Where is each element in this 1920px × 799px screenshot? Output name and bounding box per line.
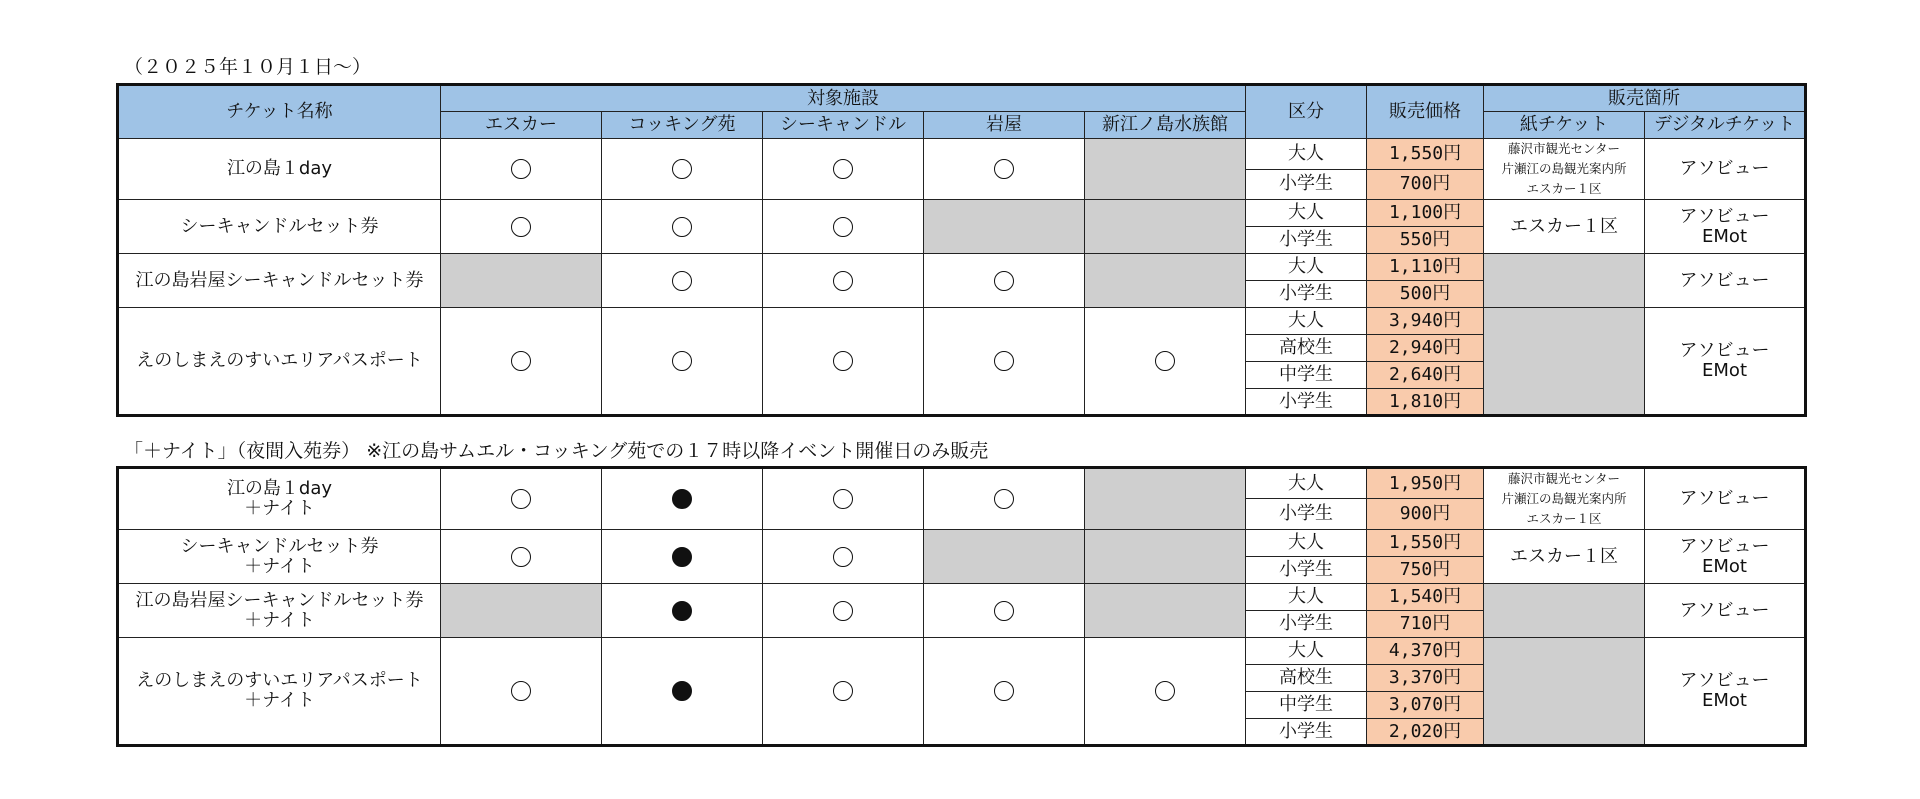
ticket-name-line: えのしまえのすいエリアパスポート [136, 350, 423, 371]
open-circle-icon [511, 489, 531, 509]
category-cell: 大人 [1246, 468, 1367, 499]
category-cell: 中学生 [1246, 692, 1367, 719]
header-ticket-name: チケット名称 [118, 85, 441, 139]
open-circle-icon [833, 681, 853, 701]
price-cell: 3,370円 [1367, 665, 1484, 692]
open-circle-icon [833, 351, 853, 371]
sales-digital-cell [1645, 139, 1806, 200]
facility-included [441, 530, 602, 584]
category-cell: 高校生 [1246, 665, 1367, 692]
price-cell: 1,110円 [1367, 254, 1484, 281]
ticket-name [118, 200, 441, 254]
ticket-name-line: ＋ナイト [244, 690, 315, 711]
header-facility: 新江ノ島水族館 [1085, 112, 1246, 139]
ticket-name [118, 139, 441, 200]
price-cell: 4,370円 [1367, 638, 1484, 665]
ticket-name-line: ＋ナイト [244, 498, 315, 519]
price-cell: 3,070円 [1367, 692, 1484, 719]
facility-included [441, 200, 602, 254]
open-circle-icon [1155, 351, 1175, 371]
caption-night-ticket: 「＋ナイト」（夜間入苑券） ※江の島サムエル・コッキング苑での１７時以降イベント開催日のみ販売 [124, 440, 989, 462]
category-cell: 小学生 [1246, 557, 1367, 584]
ticket-name-line: 江の島岩屋シーキャンドルセット券 [135, 589, 424, 611]
table-row [118, 254, 1806, 281]
ticket-name-line: 江の島１day [226, 158, 333, 179]
facility-included [763, 638, 924, 746]
sales-digital-line: アソビュー [1679, 340, 1770, 361]
ticket-name-line: シーキャンドルセット券 [180, 535, 379, 557]
open-circle-icon [994, 351, 1014, 371]
ticket-name [118, 254, 441, 308]
ticket-name-line: ＋ナイト [244, 609, 315, 631]
facility-included [441, 638, 602, 746]
facility-included [924, 638, 1085, 746]
open-circle-icon [833, 489, 853, 509]
header-facility: エスカー [441, 112, 602, 139]
regular-ticket-table [116, 83, 1807, 417]
facility-included [602, 638, 763, 746]
facility-not-included [1085, 468, 1246, 530]
sales-paper-cell [1484, 200, 1645, 254]
open-circle-icon [1155, 681, 1175, 701]
sales-digital-line: アソビュー [1679, 535, 1770, 557]
facility-not-included [924, 530, 1085, 584]
category-cell: 小学生 [1246, 169, 1367, 200]
sales-paper-cell [1484, 308, 1645, 416]
price-cell: 710円 [1367, 611, 1484, 638]
sales-digital-line: アソビュー [1679, 599, 1770, 621]
sales-digital-cell [1645, 200, 1806, 254]
open-circle-icon [833, 601, 853, 621]
category-cell: 中学生 [1246, 362, 1367, 389]
price-cell: 550円 [1367, 227, 1484, 254]
category-cell: 小学生 [1246, 611, 1367, 638]
ticket-name [118, 530, 441, 584]
header-facility: 岩屋 [924, 112, 1085, 139]
facility-not-included [924, 200, 1085, 254]
category-cell: 大人 [1246, 254, 1367, 281]
open-circle-icon [833, 271, 853, 291]
sales-paper-line: エスカー１区 [1510, 215, 1619, 237]
sales-digital-line: EMot [1702, 555, 1747, 577]
facility-included [763, 468, 924, 530]
table-row [118, 530, 1806, 557]
sales-paper-line: エスカー１区 [1526, 511, 1602, 526]
ticket-name-line: ＋ナイト [244, 555, 315, 577]
category-cell: 小学生 [1246, 389, 1367, 416]
facility-included [763, 308, 924, 416]
open-circle-icon [511, 351, 531, 371]
price-cell: 2,640円 [1367, 362, 1484, 389]
open-circle-icon [511, 159, 531, 179]
sales-paper-line: エスカー１区 [1510, 545, 1618, 567]
ticket-name-line: 江の島１day [226, 478, 333, 499]
price-cell: 1,550円 [1367, 139, 1484, 170]
open-circle-icon [511, 547, 531, 567]
sales-digital-line: アソビュー [1679, 205, 1770, 227]
facility-not-included [1085, 254, 1246, 308]
sales-digital-cell [1645, 638, 1806, 746]
open-circle-icon [994, 159, 1014, 179]
sales-paper-cell [1484, 468, 1645, 530]
sales-paper-line: エスカー１区 [1526, 181, 1602, 196]
sales-digital-cell [1645, 468, 1806, 530]
price-cell: 1,810円 [1367, 389, 1484, 416]
sales-paper-line: 片瀬江の島観光案内所 [1501, 161, 1627, 176]
sales-paper-cell [1484, 139, 1645, 200]
table-row [118, 139, 1806, 170]
sales-digital-line: EMot [1702, 225, 1748, 247]
category-cell: 小学生 [1246, 227, 1367, 254]
category-cell: 小学生 [1246, 719, 1367, 746]
open-circle-icon [511, 217, 531, 237]
sales-digital-line: EMot [1702, 360, 1748, 381]
header-price: 販売価格 [1367, 85, 1484, 139]
header-category: 区分 [1246, 85, 1367, 139]
open-circle-icon [833, 217, 853, 237]
facility-included [763, 584, 924, 638]
open-circle-icon [511, 681, 531, 701]
price-cell: 1,950円 [1367, 468, 1484, 499]
price-cell: 2,020円 [1367, 719, 1484, 746]
sales-digital-line: アソビュー [1679, 670, 1770, 691]
price-cell: 1,100円 [1367, 200, 1484, 227]
sales-digital-cell [1645, 254, 1806, 308]
table-row [118, 584, 1806, 611]
price-cell: 500円 [1367, 281, 1484, 308]
open-circle-icon [672, 351, 692, 371]
table-row [118, 638, 1806, 665]
category-cell: 大人 [1246, 584, 1367, 611]
filled-circle-icon [672, 601, 692, 621]
price-cell: 1,540円 [1367, 584, 1484, 611]
sales-digital-line: アソビュー [1679, 269, 1770, 291]
table-row [118, 308, 1806, 335]
sales-digital-line: アソビュー [1679, 488, 1770, 509]
open-circle-icon [833, 547, 853, 567]
price-cell: 900円 [1367, 499, 1484, 530]
facility-not-included [441, 254, 602, 308]
filled-circle-icon [672, 489, 692, 509]
sales-paper-cell [1484, 254, 1645, 308]
category-cell: 高校生 [1246, 335, 1367, 362]
price-cell: 1,550円 [1367, 530, 1484, 557]
facility-not-included [1085, 139, 1246, 200]
facility-included [602, 468, 763, 530]
ticket-name-line: 江の島岩屋シーキャンドルセット券 [135, 269, 424, 291]
facility-not-included [441, 584, 602, 638]
facility-included [924, 254, 1085, 308]
category-cell: 小学生 [1246, 499, 1367, 530]
open-circle-icon [994, 489, 1014, 509]
category-cell: 小学生 [1246, 281, 1367, 308]
facility-included [441, 308, 602, 416]
facility-included [602, 530, 763, 584]
header-facilities: 対象施設 [441, 85, 1246, 112]
ticket-name [118, 584, 441, 638]
price-cell: 2,940円 [1367, 335, 1484, 362]
price-cell: 3,940円 [1367, 308, 1484, 335]
ticket-name-line: シーキャンドルセット券 [180, 215, 379, 237]
table-row [118, 200, 1806, 227]
open-circle-icon [994, 681, 1014, 701]
facility-included [924, 468, 1085, 530]
sales-paper-cell [1484, 530, 1645, 584]
header-facility: シーキャンドル [763, 112, 924, 139]
open-circle-icon [672, 271, 692, 291]
filled-circle-icon [672, 547, 692, 567]
sales-digital-cell [1645, 584, 1806, 638]
facility-included [763, 139, 924, 200]
facility-not-included [1085, 200, 1246, 254]
category-cell: 大人 [1246, 139, 1367, 170]
table-row [118, 468, 1806, 499]
facility-included [441, 139, 602, 200]
facility-included [602, 139, 763, 200]
ticket-name-line: えのしまえのすいエリアパスポート [136, 670, 423, 691]
category-cell: 大人 [1246, 638, 1367, 665]
open-circle-icon [672, 159, 692, 179]
header-sales-location: 販売箇所 [1484, 85, 1806, 112]
open-circle-icon [833, 159, 853, 179]
facility-included [924, 308, 1085, 416]
facility-not-included [1085, 530, 1246, 584]
sales-digital-line: EMot [1702, 690, 1747, 711]
open-circle-icon [994, 271, 1014, 291]
facility-included [763, 530, 924, 584]
facility-included [1085, 638, 1246, 746]
category-cell: 大人 [1246, 530, 1367, 557]
facility-included [763, 254, 924, 308]
facility-included [602, 584, 763, 638]
price-cell: 750円 [1367, 557, 1484, 584]
facility-included [763, 200, 924, 254]
open-circle-icon [994, 601, 1014, 621]
caption-effective-date: （２０２５年１０月１日～） [124, 56, 372, 78]
header-sales-paper: 紙チケット [1484, 112, 1645, 139]
facility-included [1085, 308, 1246, 416]
header-facility: コッキング苑 [602, 112, 763, 139]
sales-digital-line: アソビュー [1679, 158, 1770, 179]
ticket-name [118, 308, 441, 416]
category-cell: 大人 [1246, 200, 1367, 227]
sales-digital-cell [1645, 530, 1806, 584]
open-circle-icon [672, 217, 692, 237]
sales-paper-line: 藤沢市観光センター [1507, 471, 1620, 486]
sales-paper-line: 藤沢市観光センター [1508, 141, 1621, 156]
ticket-name [118, 638, 441, 746]
facility-included [602, 200, 763, 254]
sales-paper-cell [1484, 638, 1645, 746]
header-sales-digital: デジタルチケット [1645, 112, 1806, 139]
facility-included [602, 308, 763, 416]
price-cell: 700円 [1367, 169, 1484, 200]
sales-paper-cell [1484, 584, 1645, 638]
filled-circle-icon [672, 681, 692, 701]
sales-paper-line: 片瀬江の島観光案内所 [1501, 491, 1627, 506]
facility-included [924, 139, 1085, 200]
facility-included [441, 468, 602, 530]
night-ticket-table [116, 466, 1807, 747]
facility-included [602, 254, 763, 308]
category-cell: 大人 [1246, 308, 1367, 335]
facility-not-included [1085, 584, 1246, 638]
ticket-name [118, 468, 441, 530]
sales-digital-cell [1645, 308, 1806, 416]
facility-included [924, 584, 1085, 638]
